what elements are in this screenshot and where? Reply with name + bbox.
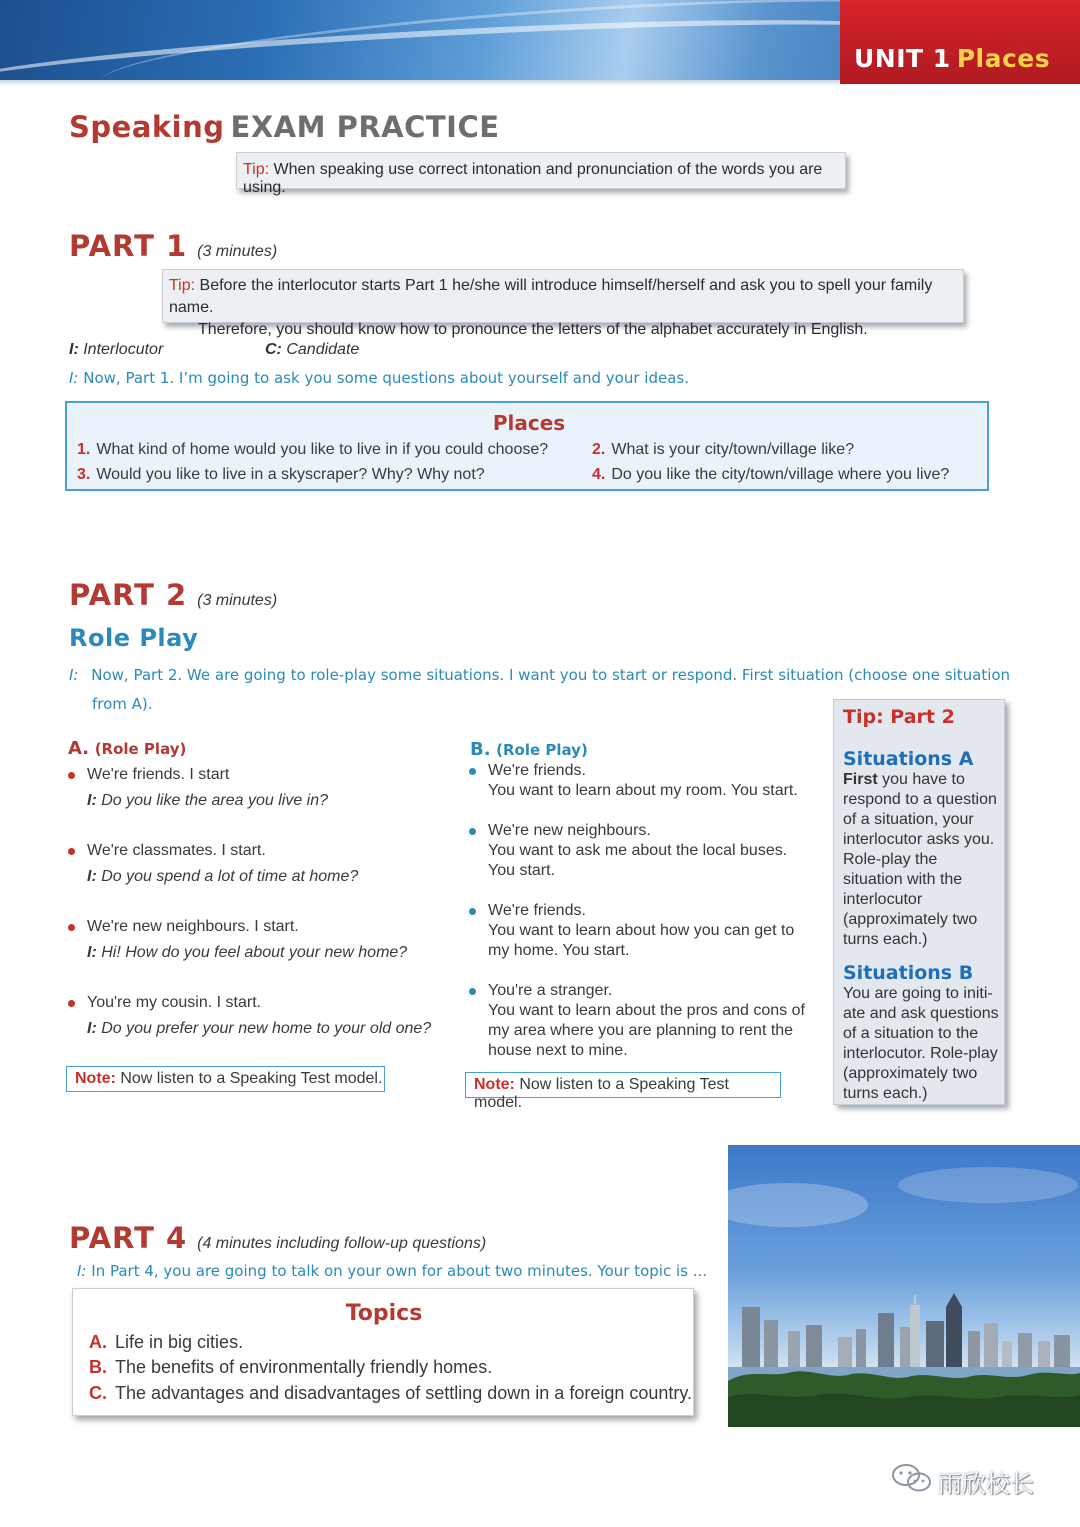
tip-line-2: Therefore, you should know how to pronounce the letters of the alphabet accurately in English. bbox=[198, 321, 868, 338]
col-a-heading bbox=[68, 738, 186, 759]
col-b-label: (Role Play) bbox=[496, 741, 588, 759]
skyline-illustration bbox=[728, 1145, 1080, 1427]
topic-item bbox=[89, 1332, 243, 1353]
role-line: You want to learn about my room. You start. bbox=[488, 782, 798, 799]
role-c-name: Candidate bbox=[286, 341, 360, 358]
role-line: We're new neighbours. bbox=[488, 822, 651, 839]
interlocutor-label: I: bbox=[77, 1262, 87, 1280]
question-text: What is your city/town/village like? bbox=[611, 441, 855, 458]
topic-letter: C. bbox=[89, 1383, 107, 1403]
role-item-a bbox=[87, 765, 328, 811]
situations-a-text: you have to respond to a question of a situation, your interlocutor asks you. Role-play the situation with the interlocutor (approximately two turns each.) bbox=[843, 771, 997, 948]
part2-heading bbox=[69, 578, 277, 612]
role-item-a bbox=[87, 917, 407, 963]
role-line: We're friends. bbox=[488, 902, 586, 919]
side-tip-title: Tip: Part 2 bbox=[843, 706, 955, 728]
question-text: Would you like to live in a skyscraper? Why? Why not? bbox=[96, 466, 485, 483]
question-number: 1. bbox=[77, 441, 91, 458]
part1-tip-box bbox=[162, 269, 964, 338]
role-situation: We're classmates. I start. bbox=[87, 842, 266, 859]
response-label: I: bbox=[87, 868, 97, 885]
note-text: Now listen to a Speaking Test model. bbox=[120, 1070, 383, 1087]
part4-title: PART 4 bbox=[69, 1221, 188, 1255]
question-item bbox=[592, 466, 949, 484]
role-item-b bbox=[488, 821, 787, 881]
role-line: You want to ask me about the local buses. bbox=[488, 842, 788, 859]
role-line: my home. You start. bbox=[488, 942, 630, 959]
bullet-icon bbox=[469, 908, 476, 915]
interlocutor-label: I: bbox=[69, 369, 79, 387]
response-text: Do you prefer your new home to your old one? bbox=[101, 1020, 432, 1037]
note-text: Now listen to a Speaking Test model. bbox=[474, 1076, 729, 1111]
col-a-label: (Role Play) bbox=[94, 740, 187, 758]
topics-box bbox=[72, 1288, 694, 1416]
tip-text: When speaking use correct intonation and pronunciation of the words you are using. bbox=[243, 161, 823, 196]
role-response bbox=[87, 943, 407, 963]
title-speaking: Speaking bbox=[69, 110, 225, 144]
tip-label: Tip: bbox=[169, 277, 196, 294]
question-item bbox=[77, 466, 485, 484]
places-question-box bbox=[65, 401, 989, 491]
role-response bbox=[87, 867, 358, 887]
interlocutor-text-line-2: from A). bbox=[92, 695, 153, 713]
role-response bbox=[87, 791, 328, 811]
response-text: Hi! How do you feel about your new home? bbox=[101, 944, 408, 961]
bullet-icon bbox=[68, 924, 75, 931]
response-text: Do you like the area you live in? bbox=[101, 792, 329, 809]
role-line: You want to learn about the pros and cons of bbox=[488, 1002, 805, 1019]
situations-b-body: You are going to initi-ate and ask questions of a situation to the interlocutor. Role-play (approximately two turns each.) bbox=[843, 985, 999, 1102]
role-item-b bbox=[488, 981, 805, 1061]
question-number: 2. bbox=[592, 441, 606, 458]
watermark bbox=[890, 1460, 1080, 1498]
role-response bbox=[87, 1019, 431, 1039]
watermark-text: 雨欣校长 bbox=[938, 1470, 1034, 1498]
bullet-icon bbox=[469, 768, 476, 775]
role-item-a bbox=[87, 993, 431, 1039]
role-i-key: I: bbox=[69, 341, 79, 358]
question-item bbox=[77, 441, 548, 459]
places-box-title: Places bbox=[492, 411, 566, 435]
role-line: You start. bbox=[488, 862, 556, 879]
part4-heading bbox=[69, 1221, 486, 1255]
situations-b-heading: Situations B bbox=[843, 962, 974, 984]
role-i-name: Interlocutor bbox=[83, 341, 164, 358]
role-candidate bbox=[265, 341, 359, 359]
main-tip-box bbox=[236, 152, 846, 196]
part4-duration: (4 minutes including follow-up questions) bbox=[197, 1235, 487, 1252]
situations-a-body bbox=[843, 770, 1001, 950]
part1-heading bbox=[69, 229, 277, 263]
question-number: 4. bbox=[592, 466, 606, 483]
unit-label: UNIT 1 bbox=[854, 44, 951, 73]
col-a-letter: A. bbox=[68, 738, 90, 759]
title-exam-practice: EXAM PRACTICE bbox=[230, 110, 500, 144]
role-situation: We're new neighbours. I start. bbox=[87, 918, 299, 935]
interlocutor-text: In Part 4, you are going to talk on your own for about two minutes. Your topic is ... bbox=[91, 1262, 708, 1280]
situations-a-heading: Situations A bbox=[843, 748, 974, 770]
situations-a-bold: First bbox=[843, 771, 878, 788]
bullet-icon bbox=[68, 848, 75, 855]
response-label: I: bbox=[87, 792, 97, 809]
part2-side-tip bbox=[833, 699, 1005, 1105]
topic-item bbox=[89, 1383, 692, 1404]
part2-duration: (3 minutes) bbox=[197, 592, 278, 609]
unit-topic: Places bbox=[956, 44, 1051, 73]
bullet-icon bbox=[469, 828, 476, 835]
role-line: house next to mine. bbox=[488, 1042, 628, 1059]
part4-interlocutor-line bbox=[77, 1257, 707, 1286]
note-label: Note: bbox=[75, 1070, 116, 1087]
interlocutor-text-line-1: Now, Part 2. We are going to role-play some situations. I want you to start or respond. First situation (choose one situation bbox=[91, 666, 1011, 684]
role-item-a bbox=[87, 841, 358, 887]
city-skyline-photo bbox=[728, 1145, 1080, 1427]
note-box-b bbox=[465, 1072, 781, 1111]
question-text: Do you like the city/town/village where you live? bbox=[611, 466, 950, 483]
tip-label: Tip: bbox=[243, 161, 270, 178]
topic-text: Life in big cities. bbox=[115, 1332, 244, 1352]
roleplay-title: Role Play bbox=[69, 624, 199, 652]
role-line: We're friends. bbox=[488, 762, 586, 779]
page-title bbox=[69, 110, 500, 144]
topic-letter: B. bbox=[89, 1357, 107, 1377]
part2-title: PART 2 bbox=[69, 578, 188, 612]
interlocutor-text: Now, Part 1. I’m going to ask you some questions about yourself and your ideas. bbox=[83, 369, 689, 387]
interlocutor-label: I: bbox=[69, 666, 79, 684]
response-label: I: bbox=[87, 1020, 97, 1037]
topic-item bbox=[89, 1357, 492, 1378]
topics-box-title: Topics bbox=[345, 1301, 423, 1326]
topic-text: The advantages and disadvantages of settling down in a foreign country. bbox=[115, 1383, 693, 1403]
role-item-b bbox=[488, 901, 794, 961]
unit-tab bbox=[840, 0, 1080, 84]
bullet-icon bbox=[469, 988, 476, 995]
note-label: Note: bbox=[474, 1076, 515, 1093]
topic-text: The benefits of environmentally friendly homes. bbox=[115, 1357, 493, 1377]
question-number: 3. bbox=[77, 466, 91, 483]
response-text: Do you spend a lot of time at home? bbox=[101, 868, 359, 885]
response-label: I: bbox=[87, 944, 97, 961]
note-box-a bbox=[66, 1066, 385, 1092]
role-c-key: C: bbox=[265, 341, 282, 358]
col-b-heading bbox=[470, 739, 588, 760]
bullet-icon bbox=[68, 1000, 75, 1007]
part1-duration: (3 minutes) bbox=[197, 243, 278, 260]
tip-line-1: Before the interlocutor starts Part 1 he/she will introduce himself/herself and ask you to spell your family name. bbox=[169, 277, 933, 316]
topic-letter: A. bbox=[89, 1332, 107, 1352]
part1-interlocutor-line bbox=[69, 364, 689, 393]
role-item-b bbox=[488, 761, 798, 801]
role-line: my area where you are planning to rent the bbox=[488, 1022, 794, 1039]
question-text: What kind of home would you like to live in if you could choose? bbox=[96, 441, 549, 458]
question-item bbox=[592, 441, 854, 459]
bullet-icon bbox=[68, 772, 75, 779]
role-line: You're a stranger. bbox=[488, 982, 613, 999]
role-line: You want to learn about how you can get to bbox=[488, 922, 795, 939]
role-situation: We're friends. I start bbox=[87, 766, 230, 783]
role-situation: You're my cousin. I start. bbox=[87, 994, 262, 1011]
col-b-letter: B. bbox=[470, 739, 491, 760]
chat-bubble-icon bbox=[890, 1460, 934, 1496]
role-key bbox=[69, 341, 360, 359]
part1-title: PART 1 bbox=[69, 229, 188, 263]
